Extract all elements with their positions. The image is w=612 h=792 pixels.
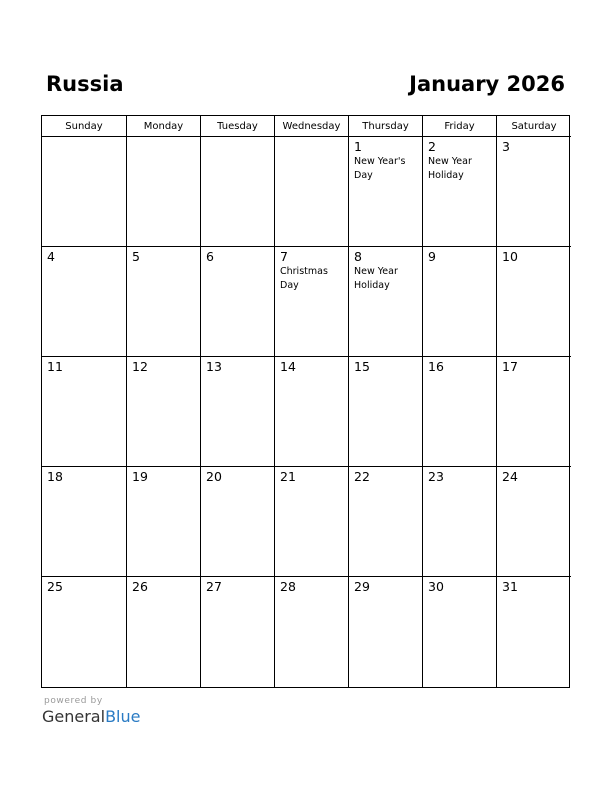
day-number: 8 <box>354 249 362 264</box>
day-number: 22 <box>354 469 370 484</box>
day-number: 14 <box>280 359 296 374</box>
day-cell <box>127 247 201 357</box>
day-number: 3 <box>502 139 510 154</box>
day-cell <box>127 467 201 577</box>
generalblue-logo <box>42 707 140 726</box>
day-cell <box>127 577 201 687</box>
day-number: 23 <box>428 469 444 484</box>
day-cell <box>201 577 275 687</box>
weekday-sunday: Sunday <box>42 116 127 137</box>
day-cell <box>127 137 201 247</box>
day-number: 9 <box>428 249 436 264</box>
day-number: 16 <box>428 359 444 374</box>
day-number: 13 <box>206 359 222 374</box>
day-cell <box>423 357 497 467</box>
day-number: 6 <box>206 249 214 264</box>
day-cell <box>349 247 423 357</box>
day-cell <box>42 357 127 467</box>
day-cell <box>275 577 349 687</box>
month-year-title: January 2026 <box>409 72 565 96</box>
weekday-friday: Friday <box>423 116 497 137</box>
day-cell <box>497 137 571 247</box>
day-cell <box>201 247 275 357</box>
powered-by-text: powered by <box>44 696 103 706</box>
day-cell <box>423 247 497 357</box>
day-number: 21 <box>280 469 296 484</box>
day-number: 19 <box>132 469 148 484</box>
day-number: 18 <box>47 469 63 484</box>
brand-general: General <box>42 707 106 726</box>
day-cell <box>201 137 275 247</box>
day-cell <box>349 577 423 687</box>
day-number: 7 <box>280 249 288 264</box>
day-cell <box>423 467 497 577</box>
day-cell <box>42 467 127 577</box>
day-cell <box>497 577 571 687</box>
day-cell <box>349 467 423 577</box>
holiday-label: Christmas Day <box>280 266 328 291</box>
brand-blue: Blue <box>105 707 141 726</box>
day-number: 17 <box>502 359 518 374</box>
weekday-wednesday: Wednesday <box>275 116 349 137</box>
day-number: 31 <box>502 579 518 594</box>
day-number: 15 <box>354 359 370 374</box>
day-number: 5 <box>132 249 140 264</box>
day-number: 11 <box>47 359 63 374</box>
day-number: 10 <box>502 249 518 264</box>
day-number: 20 <box>206 469 222 484</box>
day-number: 26 <box>132 579 148 594</box>
weekday-saturday: Saturday <box>497 116 571 137</box>
day-cell <box>349 137 423 247</box>
weekday-monday: Monday <box>127 116 201 137</box>
day-cell <box>423 137 497 247</box>
calendar <box>41 115 570 688</box>
day-number: 29 <box>354 579 370 594</box>
holiday-label: New Year Holiday <box>354 266 398 291</box>
holiday-label: New Year's Day <box>354 156 406 181</box>
day-cell <box>42 577 127 687</box>
day-number: 4 <box>47 249 55 264</box>
weekday-thursday: Thursday <box>349 116 423 137</box>
day-cell <box>275 247 349 357</box>
day-number: 12 <box>132 359 148 374</box>
country-title: Russia <box>46 72 124 96</box>
day-cell <box>201 467 275 577</box>
day-number: 24 <box>502 469 518 484</box>
calendar-grid <box>42 116 569 687</box>
day-cell <box>127 357 201 467</box>
day-number: 1 <box>354 139 362 154</box>
day-cell <box>42 247 127 357</box>
day-cell <box>275 357 349 467</box>
day-cell <box>275 137 349 247</box>
day-cell <box>497 467 571 577</box>
weekday-tuesday: Tuesday <box>201 116 275 137</box>
footer <box>42 696 140 726</box>
day-cell <box>349 357 423 467</box>
day-number: 28 <box>280 579 296 594</box>
day-number: 27 <box>206 579 222 594</box>
day-number: 25 <box>47 579 63 594</box>
day-cell <box>275 467 349 577</box>
day-cell <box>497 357 571 467</box>
day-number: 2 <box>428 139 436 154</box>
day-cell <box>201 357 275 467</box>
day-cell <box>497 247 571 357</box>
day-number: 30 <box>428 579 444 594</box>
day-cell <box>423 577 497 687</box>
holiday-label: New Year Holiday <box>428 156 472 181</box>
day-cell <box>42 137 127 247</box>
